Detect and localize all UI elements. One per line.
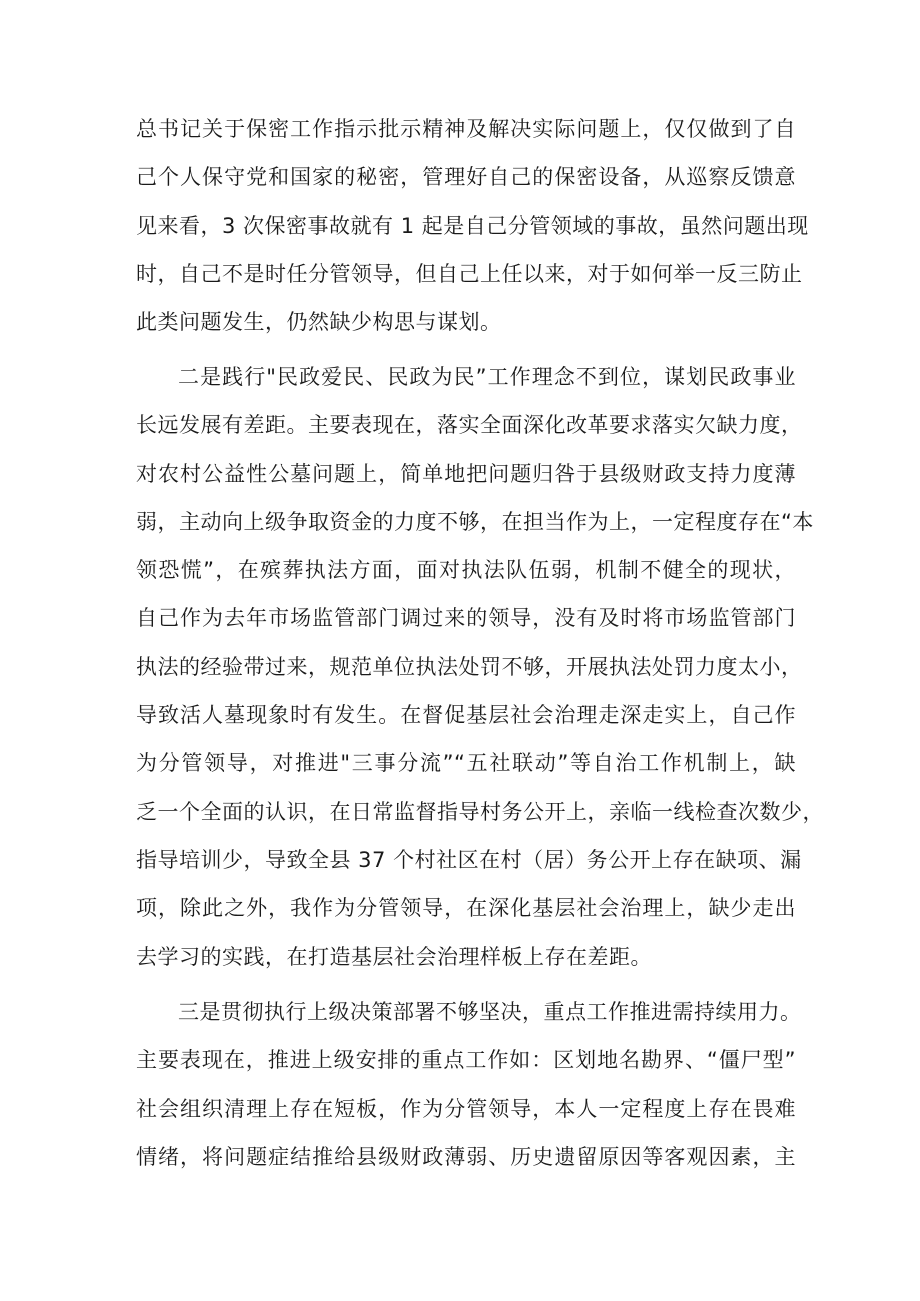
paragraph-line: 时，自己不是时任分管领导，但自己上任以来，对于如何举一反三防止 <box>136 261 803 286</box>
paragraph-line: 自己作为去年市场监管部门调过来的领导，没有及时将市场监管部门 <box>136 606 796 631</box>
paragraph-line: 己个人保守党和国家的秘密，管理好自己的保密设备，从巡察反馈意 <box>136 165 796 190</box>
paragraph-line: 总书记关于保密工作指示批示精神及解决实际问题上，仅仅做到了自 <box>136 117 796 141</box>
paragraph-line: 乏一个全面的认识，在日常监督指导村务公开上，亲临一线检查次数少， <box>136 799 824 824</box>
paragraph-line: 为分管领导，对推进"三事分流”“五社联动”等自治工作机制上，缺 <box>136 751 796 776</box>
paragraph-line: 去学习的实践，在打造基层社会治理样板上存在差距。 <box>136 944 652 969</box>
paragraph-line: 项，除此之外，我作为分管领导，在深化基层社会治理上，缺少走出 <box>136 896 796 921</box>
paragraph-line: 社会组织清理上存在短板，作为分管领导，本人一定程度上存在畏难 <box>136 1096 796 1121</box>
paragraph-line: 弱，主动向上级争取资金的力度不够，在担当作为上，一定程度存在“本 <box>136 509 814 534</box>
paragraph-line: 指导培训少，导致全县 37 个村社区在村（居）务公开上存在缺项、漏 <box>136 847 802 872</box>
paragraph-line: 主要表现在，推进上级安排的重点工作如：区划地名勘界、“僵尸型” <box>136 1048 796 1073</box>
paragraph-line: 此类问题发生，仍然缺少构思与谋划。 <box>136 310 502 335</box>
paragraph-1 <box>136 105 809 346</box>
paragraph-line: 对农村公益性公墓问题上，简单地把问题归咎于县级财政支持力度薄 <box>136 461 796 486</box>
paragraph-line: 三是贯彻执行上级决策部署不够坚决，重点工作推进需持续用力。 <box>178 1000 802 1024</box>
paragraph-3 <box>136 988 802 1181</box>
paragraph-line: 二是践行"民政爱民、民政为民”工作理念不到位，谋划民政事业 <box>178 365 796 389</box>
paragraph-line: 领恐慌”，在殡葬执法方面，面对执法队伍弱，机制不健全的现状， <box>136 558 796 583</box>
paragraph-line: 情绪，将问题症结推给县级财政薄弱、历史遗留原因等客观因素，主 <box>136 1144 796 1169</box>
paragraph-line: 执法的经验带过来，规范单位执法处罚不够，开展执法处罚力度太小， <box>136 654 803 679</box>
paragraph-2 <box>136 353 824 981</box>
paragraph-line: 长远发展有差距。主要表现在，落实全面深化改革要求落实欠缺力度， <box>136 413 803 438</box>
paragraph-line: 见来看，3 次保密事故就有 1 起是自己分管领域的事故，虽然问题出现 <box>136 213 809 238</box>
paragraph-line: 导致活人墓现象时有发生。在督促基层社会治理走深走实上，自己作 <box>136 703 796 728</box>
